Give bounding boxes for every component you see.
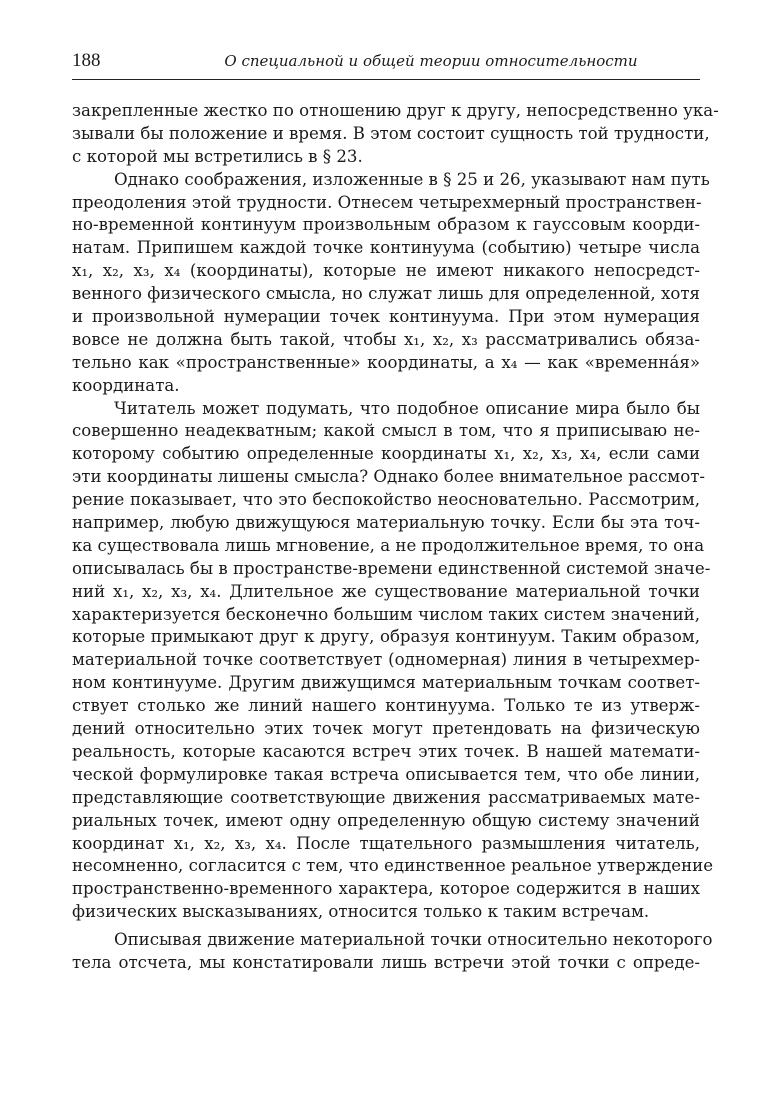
text-line: физических высказываниях, относится только к таким встречам. bbox=[72, 902, 650, 922]
text-line: но-временной континуум произвольным образом к гауссовым коорди- bbox=[72, 215, 700, 235]
page-body bbox=[72, 100, 719, 975]
text-line: несомненно, согласится с тем, что единственное реальное утверждение bbox=[72, 856, 714, 876]
text-line: ствует столько же линий нашего континуума. Только те из утверж- bbox=[72, 696, 700, 716]
text-line: с которой мы встретились в § 23. bbox=[72, 146, 363, 166]
text-line: натам. Припишем каждой точке континуума (событию) четыре числа bbox=[72, 238, 700, 258]
text-line: риальных точек, имеют одну определенную общую систему значений bbox=[72, 810, 700, 830]
text-line: например, любую движущуюся материальную точку. Если бы эта точ- bbox=[72, 513, 700, 533]
text-line: рение показывает, что это беспокойство неосновательно. Рассмотрим, bbox=[72, 490, 700, 510]
text-line: дений относительно этих точек могут претендовать на физическую bbox=[72, 719, 700, 739]
text-line: реальность, которые касаются встреч этих точек. В нашей математи- bbox=[72, 741, 700, 761]
text-line: координата. bbox=[72, 375, 180, 395]
text-line: закрепленные жестко по отношению друг к другу, непосредственно ука- bbox=[72, 101, 719, 120]
text-line: Однако соображения, изложенные в § 25 и 26, указывают нам путь bbox=[114, 169, 710, 189]
text-line: и произвольной нумерации точек континуума. При этом нумерация bbox=[72, 307, 700, 327]
paragraph bbox=[72, 169, 710, 398]
book-page bbox=[72, 50, 719, 975]
text-line: преодоления этой трудности. Отнесем четырехмерный пространствен- bbox=[72, 192, 702, 212]
text-line: которые примыкают друг к другу, образуя континуум. Таким образом, bbox=[72, 627, 700, 647]
paragraph bbox=[72, 100, 719, 169]
text-line: ном континууме. Другим движущимся материальным точкам соответ- bbox=[72, 673, 700, 693]
text-line: тельно как «пространственные» координаты, а x₄ — как «временна́я» bbox=[72, 352, 700, 372]
text-line: пространственно-временного характера, которое содержится в наших bbox=[72, 879, 700, 899]
page-number: 188 bbox=[72, 50, 101, 71]
text-line: представляющие соответствующие движения рассматриваемых мате- bbox=[72, 787, 700, 807]
text-line: которому событию определенные координаты x₁, x₂, x₃, x₄, если сами bbox=[72, 444, 700, 464]
text-line: ний x₁, x₂, x₃, x₄. Длительное же существование материальной точки bbox=[72, 581, 700, 601]
text-line: совершенно неадекватным; какой смысл в том, что я приписываю не- bbox=[72, 421, 700, 441]
text-line: координат x₁, x₂, x₃, x₄. После тщательного размышления читатель, bbox=[72, 833, 700, 853]
text-line: венного физического смысла, но служат лишь для определенной, хотя bbox=[72, 284, 700, 304]
text-line: описывалась бы в пространстве-времени единственной системой значе- bbox=[72, 558, 711, 578]
text-line: эти координаты лишены смысла? Однако более внимательное рассмот- bbox=[72, 467, 705, 487]
text-line: вовсе не должна быть такой, чтобы x₁, x₂, x₃ рассматривались обяза- bbox=[72, 329, 700, 349]
text-line: ка существовала лишь мгновение, а не продолжительное время, то она bbox=[72, 535, 705, 555]
paragraph bbox=[72, 929, 713, 975]
text-line: Описывая движение материальной точки относительно некоторого bbox=[114, 930, 713, 950]
text-line: x₁, x₂, x₃, x₄ (координаты), которые не имеют никакого непосредст- bbox=[72, 261, 700, 281]
running-title: О специальной и общей теории относительности bbox=[224, 52, 638, 70]
text-line: материальной точке соответствует (одномерная) линия в четырехмер- bbox=[72, 650, 700, 670]
text-line: ческой формулировке такая встреча описывается тем, что обе линии, bbox=[72, 764, 700, 784]
text-line: характеризуется бесконечно большим числом таких систем значений, bbox=[72, 604, 700, 624]
text-line: зывали бы положение и время. В этом состоит сущность той трудности, bbox=[72, 123, 710, 143]
paragraph bbox=[72, 398, 714, 924]
running-header bbox=[72, 50, 700, 80]
text-line: Читатель может подумать, что подобное описание мира было бы bbox=[114, 398, 700, 418]
text-line: тела отсчета, мы констатировали лишь встречи этой точки с опреде- bbox=[72, 952, 700, 972]
